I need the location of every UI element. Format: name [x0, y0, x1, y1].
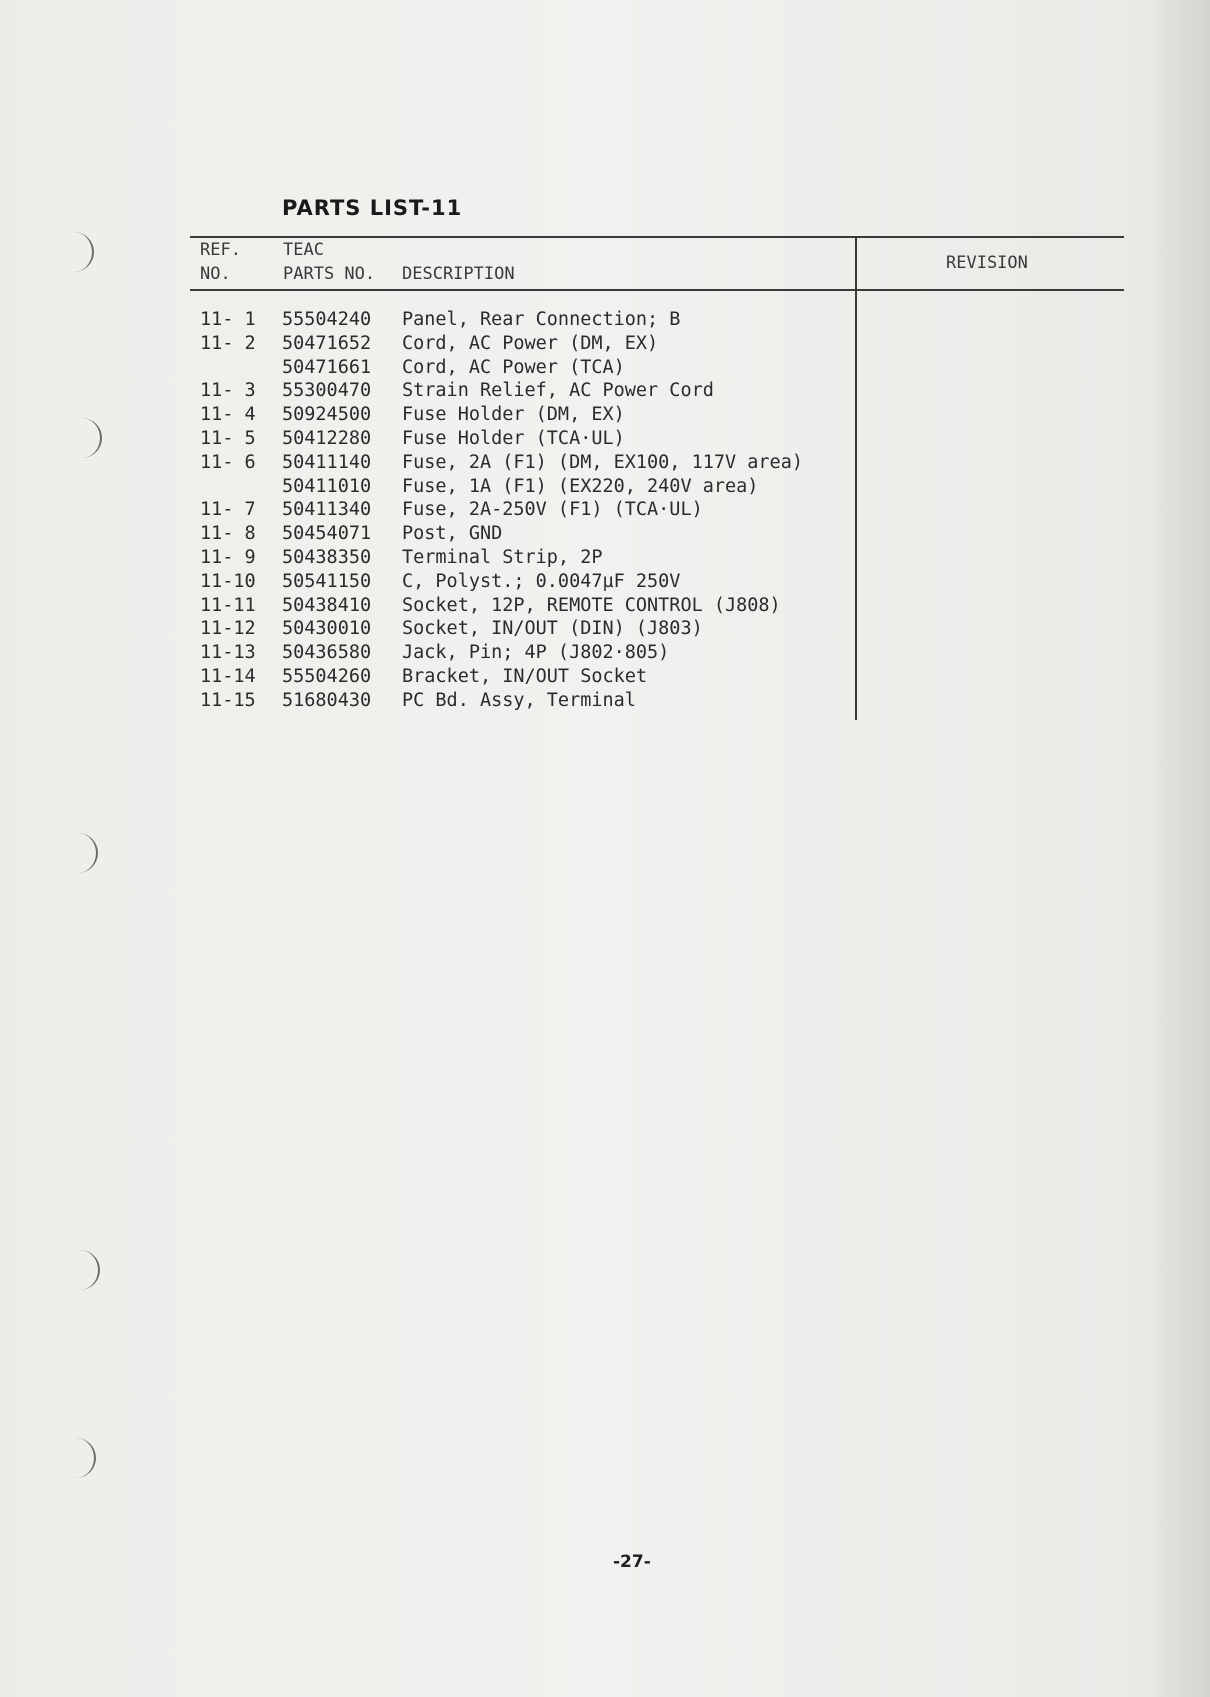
- header-teac-line1: TEAC: [283, 240, 324, 260]
- description-cell: Fuse Holder (TCA·UL): [402, 428, 625, 449]
- page-title: PARTS LIST-11: [282, 196, 463, 220]
- part-number-cell: 50411140: [282, 451, 372, 473]
- revision-column-divider: [855, 236, 857, 720]
- binder-hole-mark: [78, 418, 102, 458]
- description-cell: Fuse, 2A (F1) (DM, EX100, 117V area): [402, 451, 803, 473]
- part-number-cell: 55300470: [282, 380, 372, 402]
- binder-hole-mark: [76, 1250, 100, 1290]
- description-cell: Fuse Holder (DM, EX): [402, 404, 625, 426]
- description-cell: Fuse, 1A (F1) (EX220, 240V area): [402, 475, 759, 497]
- table-top-rule: [190, 236, 1124, 238]
- description-cell: Cord, AC Power (DM, EX): [402, 332, 659, 354]
- header-revision: REVISION: [946, 253, 1028, 273]
- part-number-cell: 50454071: [282, 523, 372, 545]
- ref-cell: 11- 1: [200, 309, 256, 330]
- part-number-cell: 50436580: [282, 642, 372, 664]
- part-number-cell: 50438410: [282, 594, 372, 616]
- part-number-cell: 55504240: [282, 309, 372, 330]
- binder-hole-mark: [70, 232, 94, 272]
- ref-cell: 11-12: [200, 618, 256, 640]
- part-number-cell: 50924500: [282, 404, 372, 426]
- ref-cell: 11-10: [200, 570, 256, 592]
- header-description: DESCRIPTION: [402, 264, 515, 284]
- ref-cell: 11- 7: [200, 499, 256, 521]
- description-cell: Bracket, IN/OUT Socket: [402, 666, 648, 687]
- part-number-cell: 50430010: [282, 618, 372, 640]
- part-number-cell: 50541150: [282, 570, 372, 592]
- part-number-cell: 50411340: [282, 499, 372, 521]
- description-cell: Socket, IN/OUT (DIN) (J803): [402, 618, 703, 640]
- part-number-cell: 50471652: [282, 332, 372, 354]
- binder-hole-mark: [74, 833, 98, 873]
- description-cell: C, Polyst.; 0.0047µF 250V: [402, 570, 681, 592]
- description-cell: Fuse, 2A-250V (F1) (TCA·UL): [402, 499, 703, 521]
- ref-cell: 11- 4: [200, 404, 256, 426]
- ref-cell: 11- 8: [200, 523, 256, 545]
- description-cell: Strain Relief, AC Power Cord: [402, 380, 714, 402]
- part-number-cell: 55504260: [282, 666, 372, 687]
- ref-cell: 11- 2: [200, 332, 256, 354]
- ref-cell: 11-14: [200, 666, 256, 687]
- part-number-cell: 50471661: [282, 356, 372, 378]
- ref-cell: 11- 3: [200, 380, 256, 402]
- description-cell: Terminal Strip, 2P: [402, 547, 603, 568]
- part-number-cell: 51680430: [282, 689, 372, 711]
- part-number-cell: 50412280: [282, 428, 372, 449]
- description-cell: Socket, 12P, REMOTE CONTROL (J808): [402, 594, 781, 616]
- header-ref-line2: NO.: [200, 264, 231, 284]
- description-cell: PC Bd. Assy, Terminal: [402, 689, 636, 711]
- page-edge-shadow: [1150, 0, 1210, 1697]
- ref-cell: 11-15: [200, 689, 256, 711]
- description-cell: Panel, Rear Connection; B: [402, 309, 681, 330]
- table-header-rule: [190, 289, 1124, 291]
- description-cell: Cord, AC Power (TCA): [402, 356, 625, 378]
- page-number: -27-: [613, 1552, 651, 1572]
- ref-cell: 11- 6: [200, 451, 256, 473]
- header-teac-line2: PARTS NO.: [283, 264, 376, 284]
- binder-hole-mark: [72, 1438, 96, 1478]
- ref-cell: 11- 5: [200, 428, 256, 449]
- part-number-cell: 50438350: [282, 547, 372, 568]
- part-number-cell: 50411010: [282, 475, 372, 497]
- ref-cell: 11-13: [200, 642, 256, 664]
- description-cell: Post, GND: [402, 523, 503, 545]
- header-ref-line1: REF.: [200, 240, 241, 260]
- description-cell: Jack, Pin; 4P (J802·805): [402, 642, 670, 664]
- ref-cell: 11-11: [200, 594, 256, 616]
- ref-cell: 11- 9: [200, 547, 256, 568]
